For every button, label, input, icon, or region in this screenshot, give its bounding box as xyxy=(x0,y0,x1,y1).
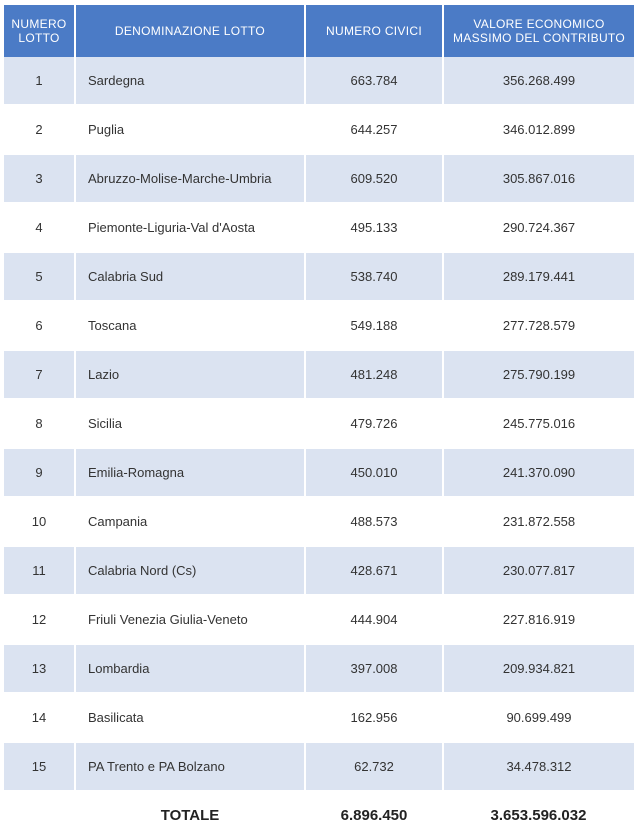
lotto-civici-cell: 481.248 xyxy=(305,350,443,399)
lotto-numero-cell: 13 xyxy=(4,644,75,693)
lotto-valore-cell: 290.724.367 xyxy=(443,203,634,252)
table-body xyxy=(4,57,634,790)
header-numero-civici: NUMERO CIVICI xyxy=(305,5,443,57)
lotto-numero-cell: 12 xyxy=(4,595,75,644)
table-row xyxy=(4,448,634,497)
lotto-valore-cell: 277.728.579 xyxy=(443,301,634,350)
table-row xyxy=(4,399,634,448)
table-row xyxy=(4,301,634,350)
lotto-valore-cell: 227.816.919 xyxy=(443,595,634,644)
lotto-civici-cell: 495.133 xyxy=(305,203,443,252)
lotto-denominazione-cell: Campania xyxy=(75,497,305,546)
lotto-denominazione-cell: Basilicata xyxy=(75,693,305,742)
lotto-civici-cell: 663.784 xyxy=(305,57,443,105)
totals-empty-cell xyxy=(4,790,75,840)
lotto-civici-cell: 549.188 xyxy=(305,301,443,350)
table-row xyxy=(4,546,634,595)
lotto-valore-cell: 231.872.558 xyxy=(443,497,634,546)
lotto-valore-cell: 209.934.821 xyxy=(443,644,634,693)
lotto-denominazione-cell: Lombardia xyxy=(75,644,305,693)
lotto-numero-cell: 5 xyxy=(4,252,75,301)
table-row xyxy=(4,154,634,203)
lotto-valore-cell: 245.775.016 xyxy=(443,399,634,448)
lotto-civici-cell: 609.520 xyxy=(305,154,443,203)
lotto-numero-cell: 11 xyxy=(4,546,75,595)
lotto-numero-cell: 3 xyxy=(4,154,75,203)
lotto-numero-cell: 14 xyxy=(4,693,75,742)
lotto-numero-cell: 2 xyxy=(4,105,75,154)
lotto-numero-cell: 8 xyxy=(4,399,75,448)
lotto-numero-cell: 7 xyxy=(4,350,75,399)
lotto-denominazione-cell: Sardegna xyxy=(75,57,305,105)
lotto-denominazione-cell: Friuli Venezia Giulia-Veneto xyxy=(75,595,305,644)
lotto-valore-cell: 289.179.441 xyxy=(443,252,634,301)
table-row xyxy=(4,644,634,693)
table-row xyxy=(4,350,634,399)
lotto-numero-cell: 15 xyxy=(4,742,75,790)
table-row xyxy=(4,693,634,742)
table-row xyxy=(4,57,634,105)
totals-civici: 6.896.450 xyxy=(340,806,408,824)
lotto-denominazione-cell: Calabria Nord (Cs) xyxy=(75,546,305,595)
lotto-numero-cell: 10 xyxy=(4,497,75,546)
lotto-civici-cell: 644.257 xyxy=(305,105,443,154)
totals-label: TOTALE xyxy=(160,806,220,824)
lotto-valore-cell: 346.012.899 xyxy=(443,105,634,154)
lotto-denominazione-cell: Piemonte-Liguria-Val d'Aosta xyxy=(75,203,305,252)
table-row xyxy=(4,595,634,644)
header-row xyxy=(4,5,634,57)
lotto-civici-cell: 397.008 xyxy=(305,644,443,693)
lotto-denominazione-cell: Puglia xyxy=(75,105,305,154)
header-numero-lotto: NUMERO LOTTO xyxy=(4,5,75,57)
lotto-civici-cell: 444.904 xyxy=(305,595,443,644)
table-row xyxy=(4,497,634,546)
lotto-valore-cell: 275.790.199 xyxy=(443,350,634,399)
table-footer xyxy=(4,790,634,840)
header-denominazione-lotto: DENOMINAZIONE LOTTO xyxy=(75,5,305,57)
lotto-valore-cell: 305.867.016 xyxy=(443,154,634,203)
lotto-valore-cell: 356.268.499 xyxy=(443,57,634,105)
lotto-valore-cell: 241.370.090 xyxy=(443,448,634,497)
lotto-civici-cell: 450.010 xyxy=(305,448,443,497)
table-row xyxy=(4,105,634,154)
lotto-denominazione-cell: Toscana xyxy=(75,301,305,350)
lotto-civici-cell: 479.726 xyxy=(305,399,443,448)
lotto-civici-cell: 488.573 xyxy=(305,497,443,546)
lotto-denominazione-cell: Abruzzo-Molise-Marche-Umbria xyxy=(75,154,305,203)
table-row xyxy=(4,203,634,252)
lotto-civici-cell: 62.732 xyxy=(305,742,443,790)
totals-row xyxy=(4,790,634,840)
header-valore-economico: VALORE ECONOMICO MASSIMO DEL CONTRIBUTO xyxy=(443,5,634,57)
lotto-valore-cell: 90.699.499 xyxy=(443,693,634,742)
lotto-denominazione-cell: Lazio xyxy=(75,350,305,399)
table-header xyxy=(4,5,634,57)
lotto-civici-cell: 162.956 xyxy=(305,693,443,742)
lotto-denominazione-cell: Emilia-Romagna xyxy=(75,448,305,497)
table-row xyxy=(4,252,634,301)
lotti-table xyxy=(4,5,634,840)
totals-valore: 3.653.596.032 xyxy=(490,806,587,824)
lotto-denominazione-cell: Calabria Sud xyxy=(75,252,305,301)
lotto-denominazione-cell: Sicilia xyxy=(75,399,305,448)
table-row xyxy=(4,742,634,790)
lotto-valore-cell: 34.478.312 xyxy=(443,742,634,790)
lotto-numero-cell: 4 xyxy=(4,203,75,252)
lotto-civici-cell: 428.671 xyxy=(305,546,443,595)
lotto-numero-cell: 6 xyxy=(4,301,75,350)
lotto-numero-cell: 1 xyxy=(4,57,75,105)
lotto-numero-cell: 9 xyxy=(4,448,75,497)
lotto-denominazione-cell: PA Trento e PA Bolzano xyxy=(75,742,305,790)
lotto-valore-cell: 230.077.817 xyxy=(443,546,634,595)
lotto-civici-cell: 538.740 xyxy=(305,252,443,301)
